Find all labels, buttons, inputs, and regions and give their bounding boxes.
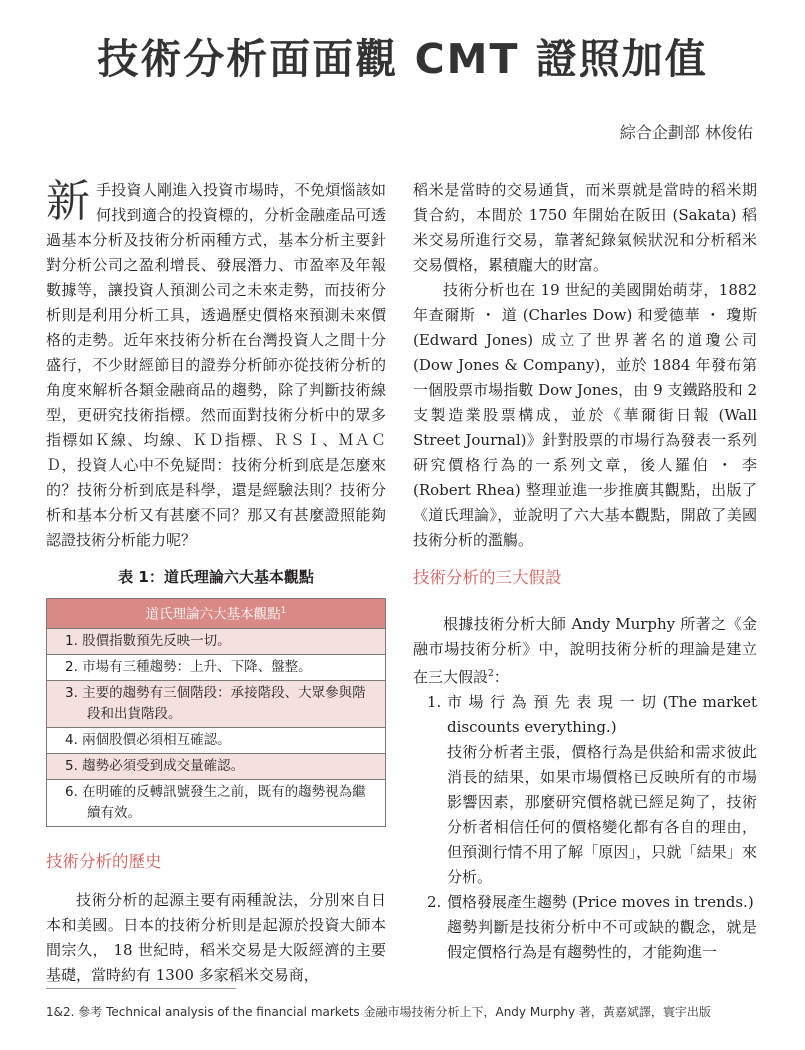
assumption-body: 技術分析者主張，價格行為是供給和需求彼此消長的結果，如果市場價格已反映所有的市場影響因素，那麼研究價格就已經足夠了，技術分析者相信任何的價格變化都有各自的理由，但預測行情不用了解「原因」，只就「結果」來分析。 [447,743,757,886]
table-row: 4. 兩個股價必須相互確認。 [47,728,385,754]
assumption-title: 價格發展產生趨勢 (Price moves in trends.) [447,893,754,911]
assumptions-heading: 技術分析的三大假設 [413,568,562,587]
assumptions-intro-text: 根據技術分析大師 Andy Murphy 所著之《金融市場技術分析》中，說明技術分析的理論是建立在三大假設 [413,615,757,686]
history-paragraph-2: 技術分析也在 19 世紀的美國開始萌芽，1882 年查爾斯 ・ 道 (Charles Dow) 和愛德華 ・ 瓊斯 (Edward Jones) 成立了世界著名的道瓊公司 (Dow Jones & Company)，並於 1884 年發布第一個股票市場指數 Dow Jones，由 9 支鐵路股和 2 支製造業股票構成，並於《華爾街日報 (Wall Street Journal)》針對股票的市場行為發表一系列研究價格行為的一系列文章，後人羅伯 ・ 李 (Robert Rhea) 整理並進一步推廣其觀點，出版了《道氏理論》，並說明了六大基本觀點，開啟了美國技術分析的濫觴。 [413,281,757,549]
assumption-number: 2. [427,893,442,911]
assumptions-intro-end: ： [493,668,509,686]
table-row: 2. 市場有三種趨勢：上升、下降、盤整。 [47,655,385,681]
assumptions-intro [413,612,757,690]
footnote: 1&2. 參考 Technical analysis of the financial markets 金融市場技術分析上下，Andy Murphy 著，黃嘉斌譯，寰宇出版 [46,1005,711,1019]
assumption-body: 趨勢判斷是技術分析中不可或缺的觀念，就是假定價格行為是有趨勢性的，才能夠進一 [447,918,757,961]
table-header-label: 道氏理論六大基本觀點 [145,606,281,623]
dow-theory-table [46,598,386,827]
history-paragraph-1-continued: 稻米是當時的交易通貨，而米票就是當時的稻米期貨合約，本間於 1750 年開始在阪田 (Sakata) 稻米交易所進行交易，靠著紀錄氣候狀況和分析稻米交易價格，累積龐大的財富。 [413,181,757,274]
assumption-item [413,890,757,915]
table-body [47,629,385,826]
table-header [47,599,385,629]
drop-cap: 新 [46,176,90,227]
intro-paragraph [46,178,386,553]
history-heading: 技術分析的歷史 [46,851,162,871]
page-title: 技術分析面面觀 CMT 證照加值 [97,35,708,83]
table-row: 3. 主要的趨勢有三個階段：承接階段、大眾參與階段和出貨階段。 [47,681,385,728]
assumption-number: 1. [427,693,442,711]
table-row: 1. 股價指數預先反映一切。 [47,629,385,655]
right-column [413,178,757,965]
intro-text: 手投資人剛進入投資市場時，不免煩惱該如何找到適合的投資標的，分析金融產品可透過基本分析及技術分析兩種方式，基本分析主要針對分析公司之盈利增長、發展潛力、市盈率及年報數據等，讓投資人預測公司之未來走勢，而技術分析則是利用分析工具，透過歷史價格來預測未來價格的走勢。近年來技術分析在台灣投資人之間十分盛行，不少財經節目的證券分析師亦從技術分析的角度來解析各類金融商品的趨勢，除了判斷技術線型，更研究技術指標。然而面對技術分析中的眾多指標如Ｋ線、均線、ＫＤ指標、ＲＳＩ、ＭＡＣＤ，投資人心中不免疑問：技術分析到底是怎麼來的？技術分析到底是科學，還是經驗法則？技術分析和基本分析又有甚麼不同？那又有甚麼證照能夠認證技術分析能力呢？ [46,181,386,549]
assumption-title: 市 場 行 為 預 先 表 現 一 切 (The market discounts everything.) [447,693,757,736]
table-row: 5. 趨勢必須受到成交量確認。 [47,754,385,780]
history-paragraph-1: 技術分析的起源主要有兩種說法，分別來自日本和美國。日本的技術分析則是起源於投資大師本間宗久， 18 世紀時，稻米交易是大阪經濟的主要基礎，當時約有 1300 多家稻米交易商， [46,890,386,984]
footnote-divider [46,988,236,989]
footnote-marker: 1 [280,606,287,616]
assumption-item [413,690,757,740]
table-caption: 表 1：道氏理論六大基本觀點 [118,568,314,586]
table-row: 6. 在明確的反轉訊號發生之前，既有的趨勢視為繼續有效。 [65,783,366,821]
author-byline: 綜合企劃部 林俊佑 [619,123,753,142]
left-column [46,178,386,988]
footnote-marker: 2 [488,669,494,679]
